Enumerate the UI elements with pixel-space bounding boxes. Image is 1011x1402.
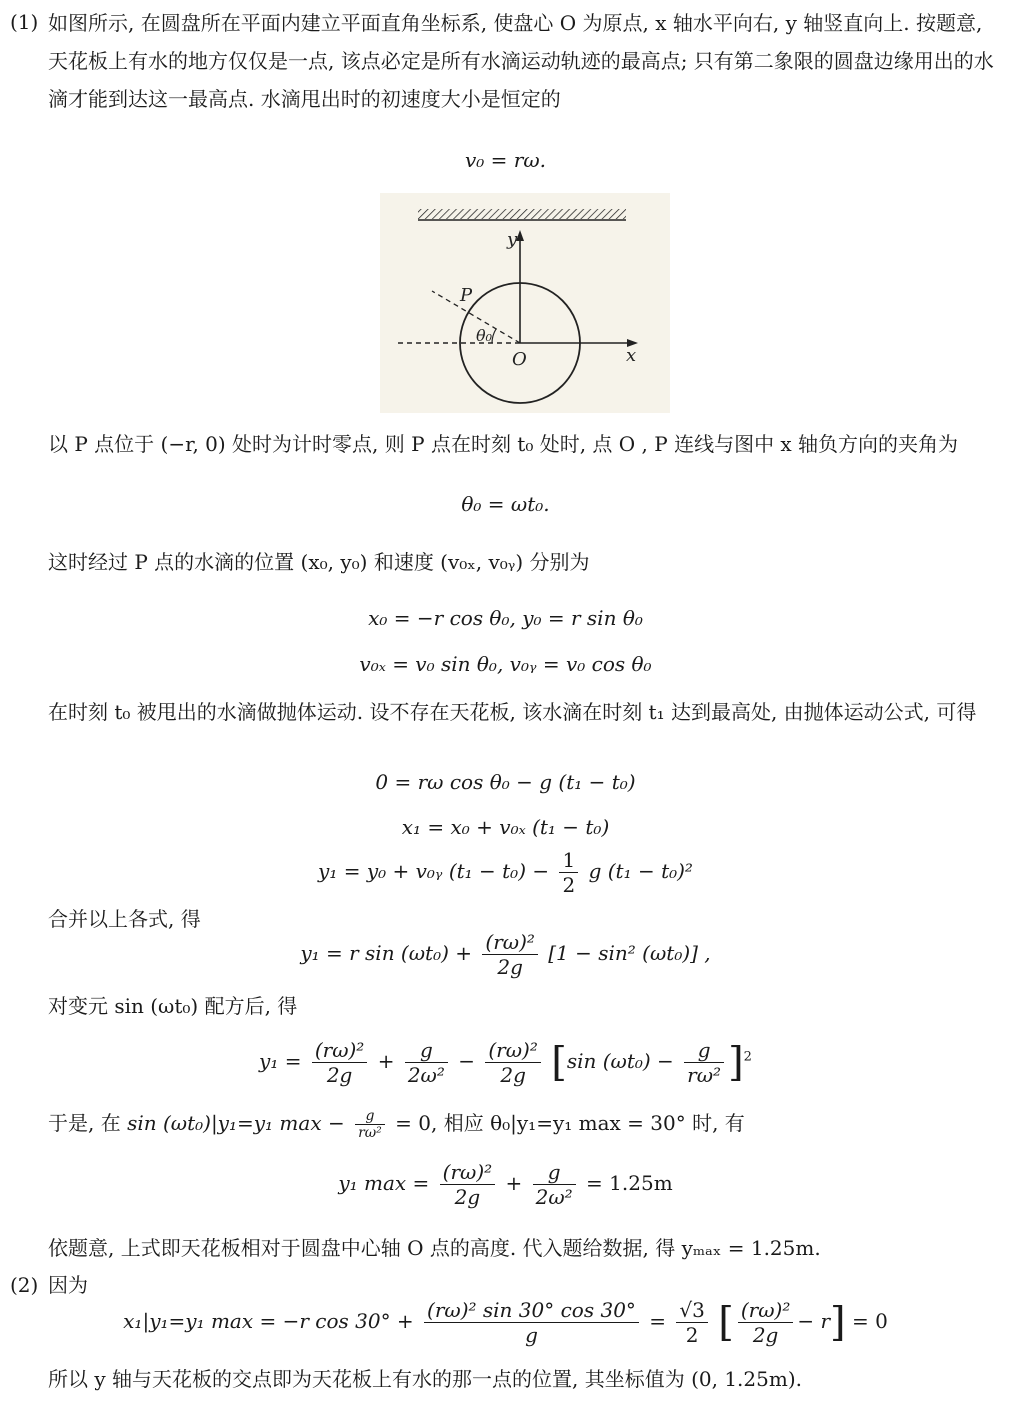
- eq-g-f1-den: g: [424, 1322, 639, 1347]
- y-axis-arrow-icon: [516, 230, 524, 241]
- part2-because: 因为: [48, 1273, 88, 1297]
- eq-y1max: [0, 1160, 1011, 1209]
- eq-f-f2-num: g: [547, 1160, 561, 1184]
- eq-g-left: x₁|y₁=y₁ max = −r cos 30° +: [123, 1309, 414, 1333]
- eq-f-f1-den: 2g: [440, 1184, 496, 1209]
- text-complete-square: 对变元 sin (ωt₀) 配方后, 得: [48, 994, 298, 1018]
- disk-diagram: [380, 193, 670, 413]
- square-exponent: 2: [743, 1049, 752, 1065]
- eq-f-frac2: [533, 1160, 576, 1209]
- eq-e-f4-den: rω²: [684, 1062, 724, 1087]
- text-so-a: 于是, 在: [48, 1111, 121, 1135]
- eq-d-den: 2g: [482, 954, 538, 979]
- eq-g-right: = 0: [852, 1309, 888, 1333]
- eq-y1-right: g (t₁ − t₀)²: [588, 859, 693, 883]
- eq-d-num: (rω)²: [485, 930, 535, 954]
- text-so-fden: rω²: [355, 1124, 385, 1141]
- eq-g-f2-den: 2: [676, 1322, 707, 1347]
- text-so-b: = 0, 相应 θ₀|y₁=y₁ max = 30° 时, 有: [395, 1111, 745, 1135]
- eq-f-f1-num: (rω)²: [442, 1160, 493, 1184]
- eq-velocity: v₀ₓ = v₀ sin θ₀, v₀ᵧ = v₀ cos θ₀: [359, 652, 652, 676]
- text-combine: 合并以上各式, 得: [48, 907, 201, 931]
- eq-y1-half: [559, 848, 578, 897]
- eq-e-f3-den: 2g: [485, 1062, 541, 1087]
- eq-e-f4-num: g: [697, 1038, 711, 1062]
- right-bracket-2: ]: [830, 1299, 846, 1346]
- text-so-frac: [355, 1108, 385, 1141]
- eq-e-inner: sin (ωt₀) −: [566, 1049, 674, 1073]
- eq-g-f3-den: 2g: [738, 1322, 794, 1347]
- text-projectile: 在时刻 t₀ 被甩出的水滴做抛体运动. 设不存在天花板, 该水滴在时刻 t₁ 达到最高处, 由抛体运动公式, 可得: [48, 700, 977, 724]
- eq-g-frac1: [424, 1298, 639, 1347]
- eq-e-f3-num: (rω)²: [488, 1038, 538, 1062]
- eq-g-f3-num: (rω)²: [740, 1298, 791, 1322]
- ceiling-hatch: [418, 209, 626, 219]
- eq-x1-at-max: [0, 1298, 1011, 1347]
- eq-position: x₀ = −r cos θ₀, y₀ = r sin θ₀: [368, 606, 643, 630]
- label-x: x: [626, 345, 637, 366]
- eq-g-frac2: [676, 1298, 707, 1347]
- text-ceiling-height: 依题意, 上式即天花板相对于圆盘中心轴 O 点的高度. 代入题给数据, 得 yₘₐₓ = 1.25m.: [48, 1236, 821, 1260]
- eq-g-frac3: [738, 1298, 794, 1347]
- eq-e-frac1: [312, 1038, 368, 1087]
- eq-e-left: y₁ =: [259, 1049, 302, 1073]
- eq-y1-half-den: 2: [559, 872, 578, 897]
- text-so-fnum: g: [365, 1108, 375, 1124]
- eq-e-f1-den: 2g: [312, 1062, 368, 1087]
- eq-e-f2-num: g: [419, 1038, 433, 1062]
- right-bracket: ]: [728, 1039, 744, 1086]
- eq-g-eq: =: [649, 1309, 667, 1333]
- label-y: y: [507, 229, 518, 250]
- eq-e-frac3: [485, 1038, 541, 1087]
- eq-e-frac4: [684, 1038, 724, 1087]
- eq-e-f2-den: 2ω²: [405, 1062, 448, 1087]
- left-bracket: [: [551, 1039, 567, 1086]
- text-so: [48, 1106, 1003, 1141]
- text-position-velocity: 这时经过 P 点的水滴的位置 (x₀, y₀) 和速度 (v₀ₓ, v₀ᵧ) 分别为: [48, 550, 590, 574]
- eq-f-right: = 1.25m: [586, 1171, 673, 1195]
- left-bracket-2: [: [718, 1299, 734, 1346]
- eq-d-right: [1 − sin² (ωt₀)] ,: [548, 941, 711, 965]
- eq-d-frac: [482, 930, 538, 979]
- label-p: P: [460, 285, 473, 306]
- eq-e-f1-num: (rω)²: [314, 1038, 365, 1062]
- eq-g-f2-num: √3: [679, 1298, 705, 1322]
- eq-g-tail: − r: [797, 1309, 831, 1333]
- eq-y1-square: [0, 1038, 1011, 1087]
- text-time-zero: 以 P 点位于 (−r, 0) 处时为计时零点, 则 P 点在时刻 t₀ 处时, 点 O , P 连线与图中 x 轴负方向的夹角为: [48, 432, 959, 456]
- eq-f-left: y₁ max =: [338, 1171, 430, 1195]
- conclusion: 所以 y 轴与天花板的交点即为天花板上有水的那一点的位置, 其坐标值为 (0, 1.25m).: [48, 1367, 802, 1391]
- label-o: O: [512, 349, 527, 370]
- label-theta: θ₀: [476, 326, 493, 345]
- plus-sign-2: +: [505, 1171, 523, 1195]
- eq-y1-combined: [0, 930, 1011, 979]
- eq-y1: [0, 848, 1011, 897]
- eq-theta: θ₀ = ωt₀.: [461, 492, 550, 516]
- minus-sign: −: [458, 1049, 475, 1073]
- part1-number: (1): [10, 10, 39, 34]
- eq-y1-left: y₁ = y₀ + v₀ᵧ (t₁ − t₀) −: [318, 859, 550, 883]
- eq-v0: v₀ = rω.: [464, 148, 546, 172]
- part1-intro: 如图所示, 在圆盘所在平面内建立平面直角坐标系, 使盘心 O 为原点, x 轴水平向右, y 轴竖直向上. 按题意, 天花板上有水的地方仅仅是一点, 该点必定是所有水滴运动轨迹的最高点; 只有第二象限的圆盘边缘用出的水滴才能到达这一最高点. 水滴甩出时的初速度大小是恒定的: [48, 11, 994, 111]
- eq-e-frac2: [405, 1038, 448, 1087]
- eq-f-f2-den: 2ω²: [533, 1184, 576, 1209]
- eq-d-left: y₁ = r sin (ωt₀) +: [300, 941, 473, 965]
- text-so-math: sin (ωt₀)|y₁=y₁ max −: [127, 1111, 345, 1135]
- eq-f-frac1: [440, 1160, 496, 1209]
- disk-figure: [380, 193, 670, 413]
- eq-y1-half-num: 1: [562, 848, 576, 872]
- eq-g-f1-num: (rω)² sin 30° cos 30°: [427, 1298, 636, 1322]
- plus-sign: +: [377, 1049, 395, 1073]
- eq-vertical-velocity: 0 = rω cos θ₀ − g (t₁ − t₀): [375, 770, 636, 794]
- eq-x1: x₁ = x₀ + v₀ₓ (t₁ − t₀): [401, 815, 610, 839]
- part2-number: (2): [10, 1273, 39, 1297]
- theta-arc: [492, 329, 496, 343]
